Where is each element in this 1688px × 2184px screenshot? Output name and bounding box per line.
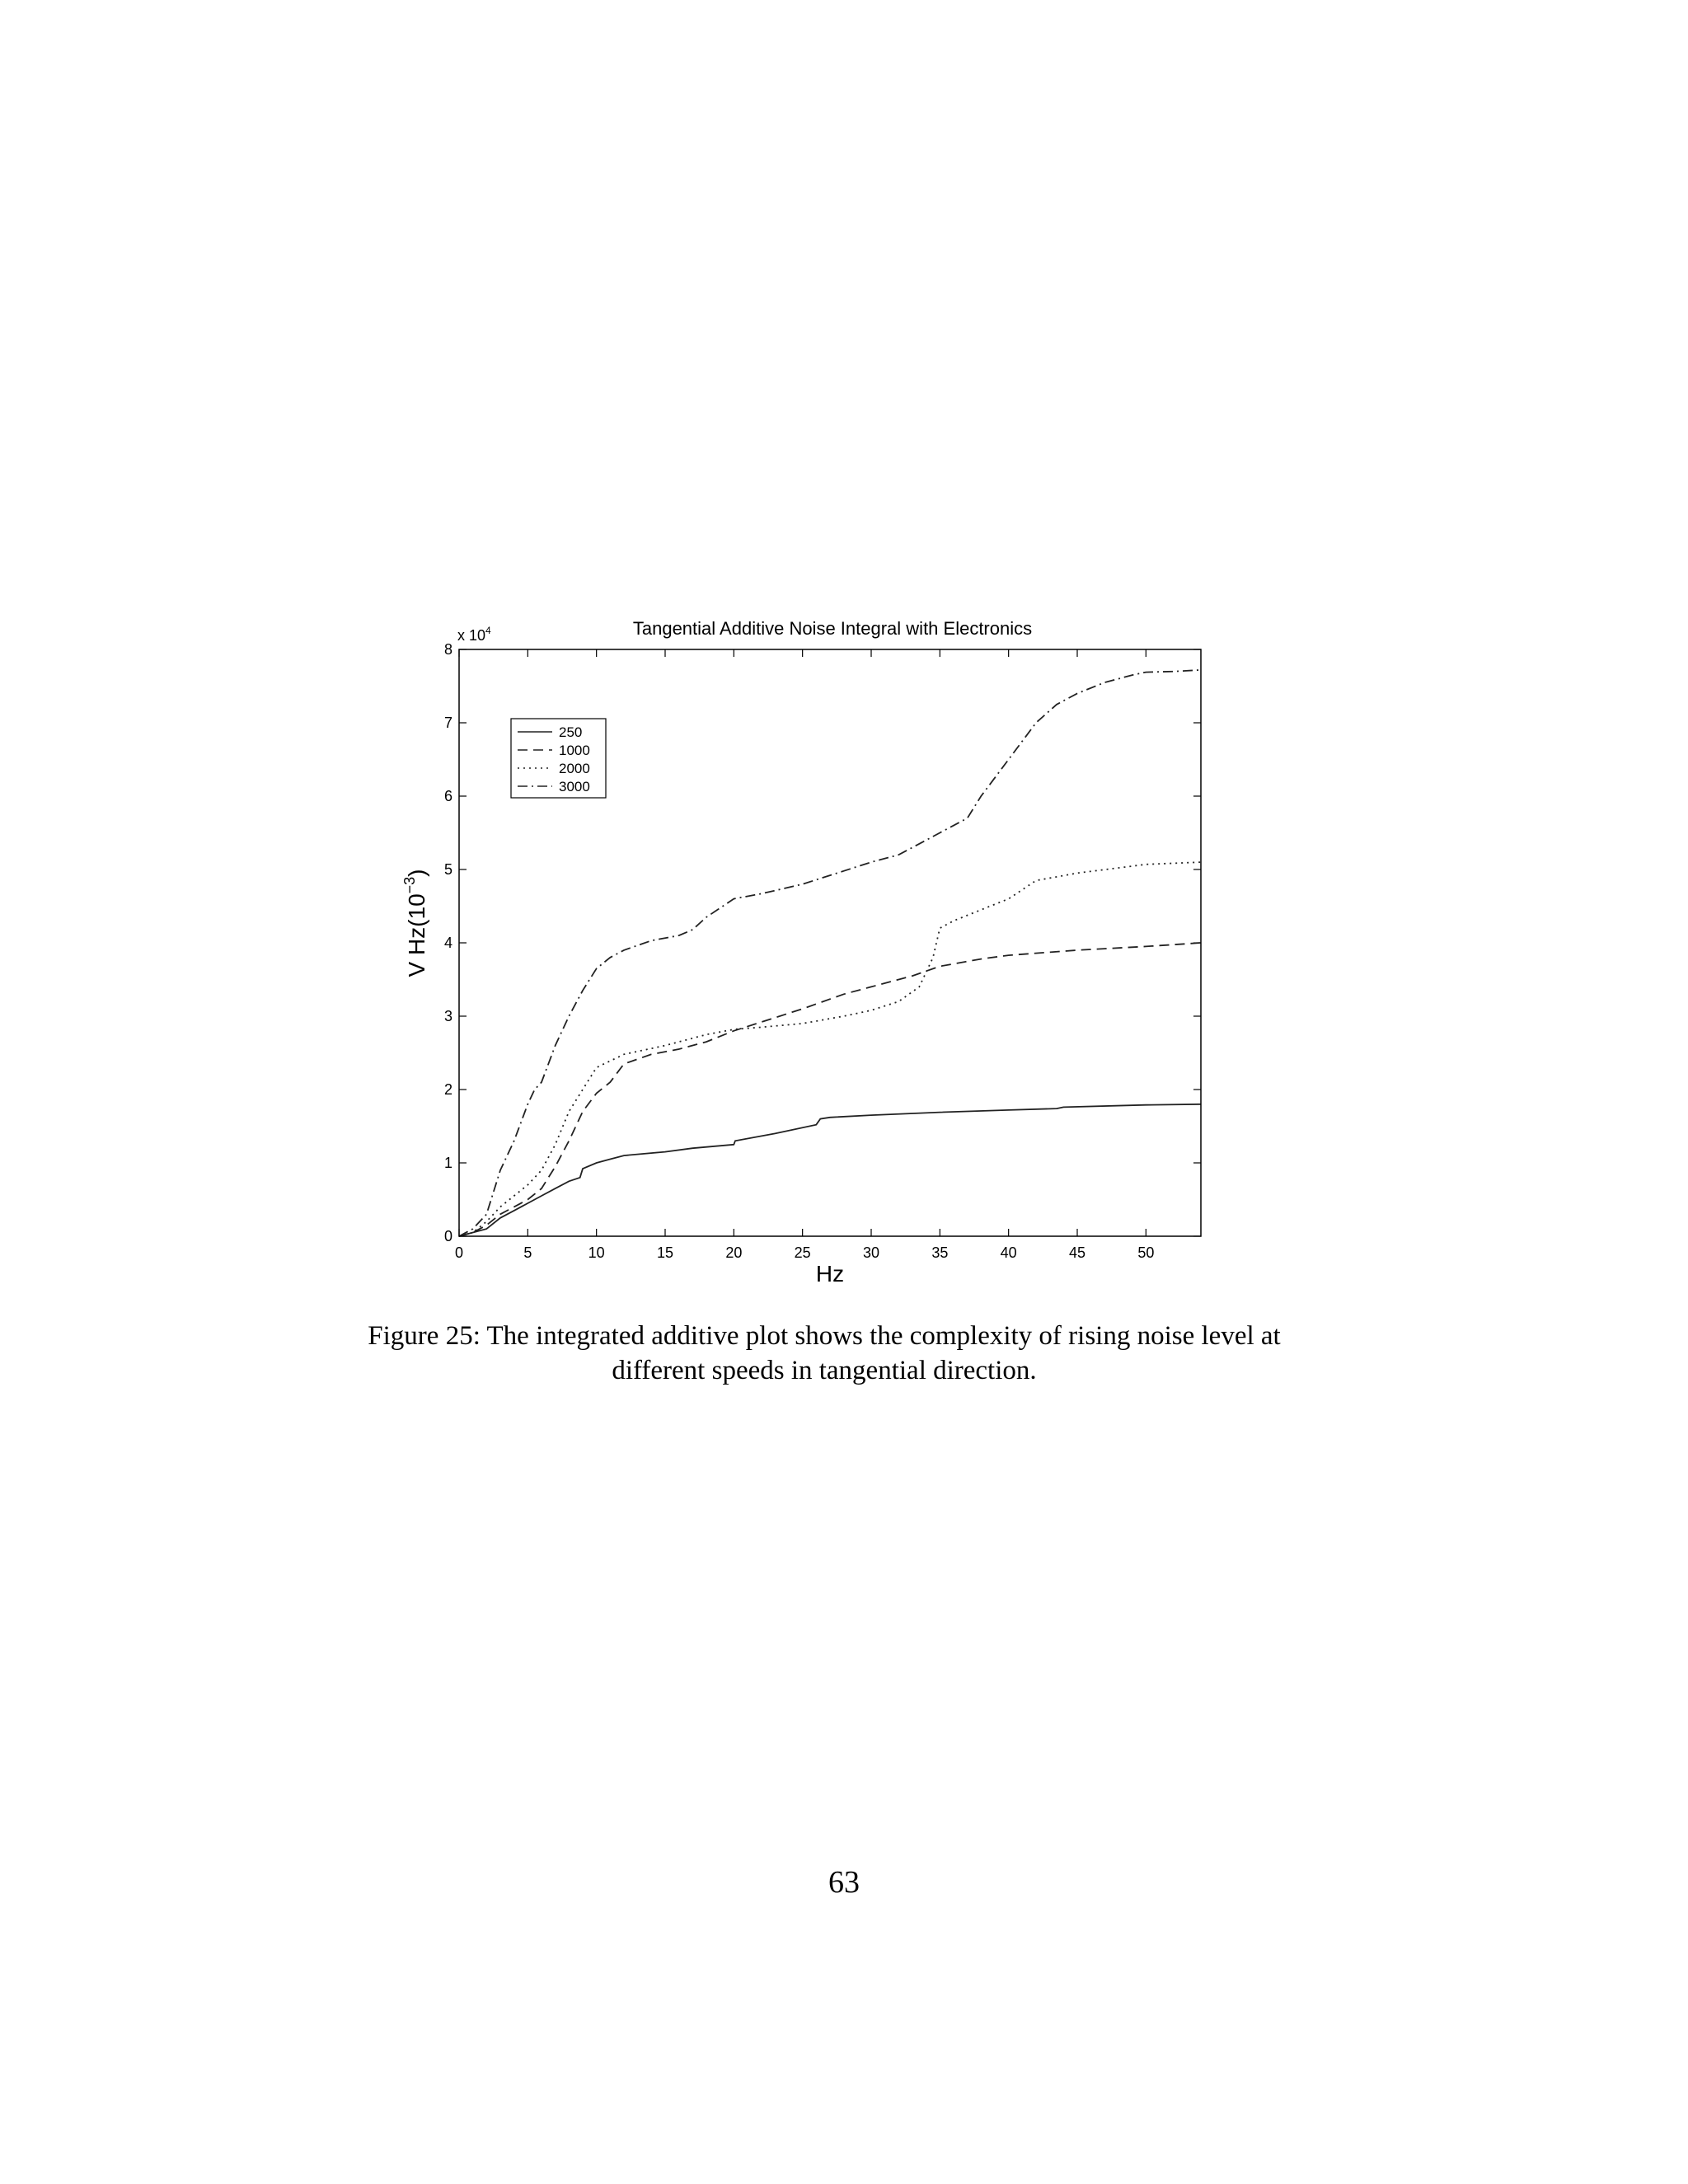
y-tick-label: 4 bbox=[443, 935, 452, 951]
y-tick-label: 7 bbox=[443, 715, 452, 731]
y-axis-label-close: ) bbox=[404, 869, 429, 877]
y-tick-label: 0 bbox=[443, 1228, 452, 1244]
x-tick-label: 50 bbox=[1137, 1244, 1155, 1261]
caption-line-2: different speeds in tangential direction. bbox=[612, 1356, 1037, 1385]
x-tick-label: 5 bbox=[523, 1244, 532, 1261]
legend-label-250: 250 bbox=[559, 724, 583, 740]
page-number: 63 bbox=[828, 1865, 860, 1900]
x-tick-label: 40 bbox=[1000, 1244, 1017, 1261]
y-multiplier-base: x 10 bbox=[457, 627, 486, 644]
figure-caption bbox=[288, 1319, 1360, 1388]
series-line-1000 bbox=[459, 943, 1201, 1236]
chart-title: Tangential Additive Noise Integral with Electronics bbox=[632, 618, 1033, 639]
y-tick-label: 5 bbox=[443, 861, 452, 878]
y-axis-label-base: V Hz(10 bbox=[404, 893, 429, 977]
legend-label-2000: 2000 bbox=[559, 761, 590, 776]
legend bbox=[511, 719, 606, 798]
y-tick-label: 6 bbox=[443, 788, 452, 804]
y-tick-label: 3 bbox=[443, 1008, 452, 1024]
x-tick-label: 30 bbox=[862, 1244, 880, 1261]
y-multiplier-label bbox=[457, 625, 491, 644]
x-axis-label: Hz bbox=[815, 1261, 845, 1286]
y-axis-label-exponent: −3 bbox=[401, 876, 418, 894]
y-tick-label: 8 bbox=[443, 641, 452, 658]
caption-line-1: Figure 25: The integrated additive plot shows the complexity of rising noise level at bbox=[368, 1321, 1281, 1351]
y-multiplier-exponent: 4 bbox=[485, 625, 491, 636]
x-tick-label: 0 bbox=[454, 1244, 464, 1261]
x-tick-label: 25 bbox=[794, 1244, 811, 1261]
x-tick-label: 35 bbox=[931, 1244, 949, 1261]
legend-label-3000: 3000 bbox=[559, 779, 590, 794]
x-tick-label: 20 bbox=[725, 1244, 743, 1261]
x-tick-label: 15 bbox=[656, 1244, 674, 1261]
x-tick-label: 45 bbox=[1068, 1244, 1086, 1261]
series-line-250 bbox=[459, 1104, 1201, 1236]
line-chart bbox=[396, 610, 1220, 1310]
y-tick-label: 1 bbox=[443, 1155, 452, 1171]
y-tick-label: 2 bbox=[443, 1081, 452, 1098]
legend-label-1000: 1000 bbox=[559, 743, 590, 758]
y-axis-label bbox=[401, 869, 429, 977]
x-tick-label: 10 bbox=[588, 1244, 605, 1261]
